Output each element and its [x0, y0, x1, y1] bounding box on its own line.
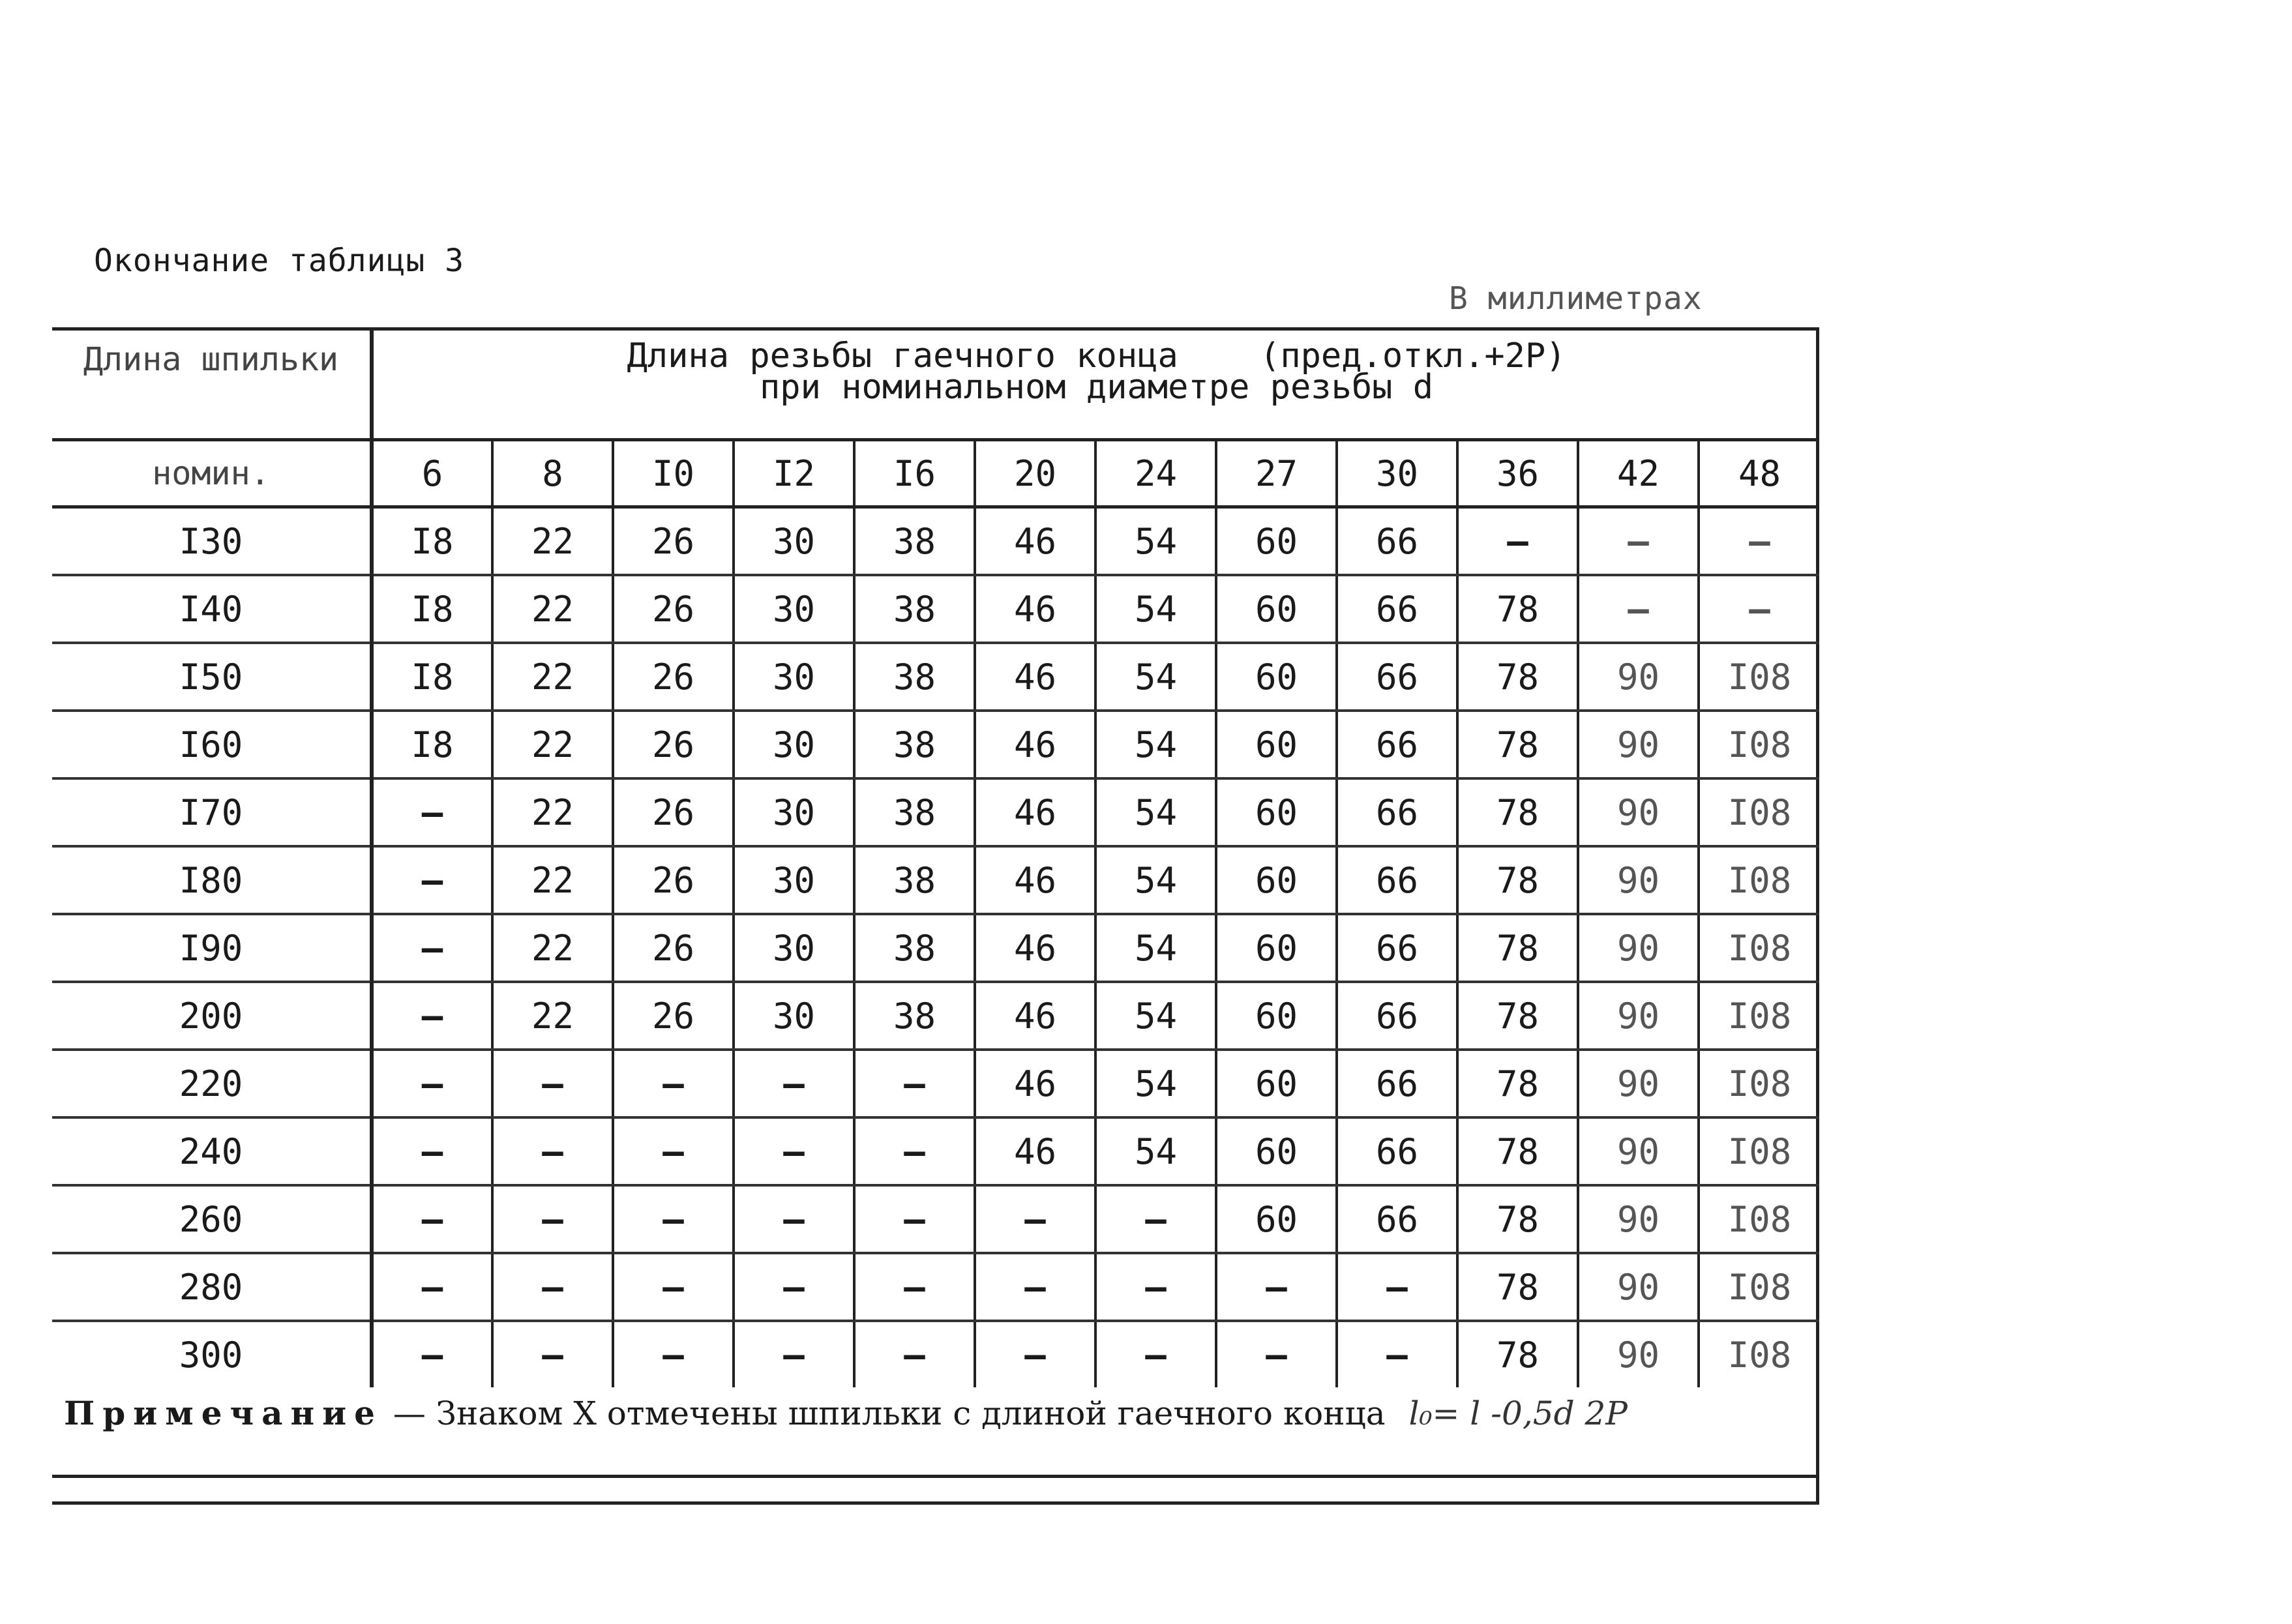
stud-length-cell: 300 [52, 1321, 372, 1387]
thread-length-cell: – [854, 1185, 975, 1253]
thread-length-cell: 30 [734, 846, 854, 914]
thread-length-cell: 66 [1337, 982, 1457, 1050]
thread-length-cell: 30 [734, 914, 854, 982]
thread-length-cell: 22 [492, 914, 613, 982]
thread-length-cell: 66 [1337, 575, 1457, 643]
thread-length-cell: – [613, 1253, 734, 1321]
thread-length-cell: 38 [854, 711, 975, 778]
table-row [52, 575, 1819, 643]
thread-length-cell: 60 [1216, 1185, 1337, 1253]
thread-length-cell: 22 [492, 778, 613, 846]
thread-length-cell: – [1699, 575, 1819, 643]
thread-length-cell: 60 [1216, 914, 1337, 982]
thread-length-cell: – [492, 1253, 613, 1321]
thread-length-cell: – [372, 982, 492, 1050]
note-lead: Примечание [64, 1394, 383, 1432]
thread-length-cell: – [734, 1185, 854, 1253]
header-diameter-5: 20 [975, 440, 1095, 507]
thread-length-cell: 54 [1095, 507, 1216, 576]
thread-length-cell: – [492, 1050, 613, 1117]
thread-length-cell: 26 [613, 711, 734, 778]
thread-length-cell: 90 [1578, 643, 1699, 711]
thread-length-cell: 26 [613, 643, 734, 711]
table-row [52, 1050, 1819, 1117]
note-text: — Знаком X отмечены шпильки с длиной гаечного конца [393, 1395, 1386, 1432]
thread-length-cell: 46 [975, 982, 1095, 1050]
thread-length-cell: – [492, 1185, 613, 1253]
thread-length-cell: 30 [734, 507, 854, 576]
thread-length-cell: 60 [1216, 575, 1337, 643]
header-diameter-7: 27 [1216, 440, 1337, 507]
header-diameter-2: I0 [613, 440, 734, 507]
header-thread-line-2: при номинальном диаметре резьбы d [759, 368, 1434, 407]
thread-length-cell: 60 [1216, 1117, 1337, 1185]
thread-length-cell: 90 [1578, 1253, 1699, 1321]
thread-length-cell: 22 [492, 575, 613, 643]
thread-length-cell: – [975, 1185, 1095, 1253]
thread-length-cell: 22 [492, 711, 613, 778]
header-thread-line-1: Длина резьбы гаечного конца (пред.откл.+2Р) [627, 336, 1566, 376]
thread-length-cell: 46 [975, 914, 1095, 982]
thread-length-cell: 78 [1457, 778, 1578, 846]
thread-length-cell: 46 [975, 778, 1095, 846]
thread-length-cell: 46 [975, 1117, 1095, 1185]
thread-length-cell: 78 [1457, 643, 1578, 711]
thread-length-cell: – [1337, 1321, 1457, 1387]
table-row [52, 778, 1819, 846]
thread-length-cell: – [372, 1253, 492, 1321]
header-row-2 [52, 440, 1819, 507]
header-row-1 [52, 327, 1819, 440]
thread-length-cell: 60 [1216, 711, 1337, 778]
thread-length-cell: 78 [1457, 846, 1578, 914]
thread-length-cell: 46 [975, 507, 1095, 576]
thread-length-cell: 38 [854, 778, 975, 846]
thread-length-cell: 46 [975, 846, 1095, 914]
thread-length-cell: – [1095, 1185, 1216, 1253]
bottom-rule [52, 1475, 1819, 1478]
thread-length-cell: 26 [613, 982, 734, 1050]
header-stud-length: Длина шпильки [52, 327, 372, 440]
thread-length-cell: 54 [1095, 1050, 1216, 1117]
thread-length-cell: – [975, 1321, 1095, 1387]
thread-length-cell: 38 [854, 507, 975, 576]
thread-length-cell: 78 [1457, 914, 1578, 982]
thread-length-cell: – [372, 1185, 492, 1253]
thread-length-cell: – [372, 846, 492, 914]
thread-length-cell: 90 [1578, 711, 1699, 778]
thread-length-cell: 54 [1095, 1117, 1216, 1185]
thread-length-cell: 60 [1216, 507, 1337, 576]
thread-length-cell: 78 [1457, 1321, 1578, 1387]
thread-length-cell: – [1337, 1253, 1457, 1321]
thread-length-cell: – [1578, 507, 1699, 576]
thread-length-cell: 46 [975, 643, 1095, 711]
units-label: В миллиметрах [1449, 280, 1703, 317]
thread-length-cell: 54 [1095, 982, 1216, 1050]
thread-length-cell: 78 [1457, 711, 1578, 778]
thread-length-cell: 54 [1095, 643, 1216, 711]
table-row [52, 1117, 1819, 1185]
thread-length-cell: – [1095, 1253, 1216, 1321]
table-row [52, 1321, 1819, 1387]
stud-length-cell: 220 [52, 1050, 372, 1117]
thread-length-cell: I08 [1699, 1117, 1819, 1185]
thread-length-cell: 54 [1095, 778, 1216, 846]
thread-length-cell: 30 [734, 982, 854, 1050]
note-formula: l₀= l -0,5d 2P [1408, 1395, 1628, 1432]
stud-length-cell: I30 [52, 507, 372, 576]
header-diameter-8: 30 [1337, 440, 1457, 507]
header-diameter-3: I2 [734, 440, 854, 507]
thread-length-cell: 26 [613, 914, 734, 982]
thread-length-cell: 54 [1095, 575, 1216, 643]
header-diameter-9: 36 [1457, 440, 1578, 507]
header-nominal: номин. [52, 440, 372, 507]
table-row [52, 711, 1819, 778]
thread-length-cell: – [1095, 1321, 1216, 1387]
thread-length-cell: I08 [1699, 1253, 1819, 1321]
stud-length-cell: I80 [52, 846, 372, 914]
thread-length-cell: 66 [1337, 1050, 1457, 1117]
stud-length-cell: I90 [52, 914, 372, 982]
thread-length-cell: 78 [1457, 1253, 1578, 1321]
thread-length-cell: 60 [1216, 643, 1337, 711]
thread-length-cell: – [372, 1117, 492, 1185]
thread-length-cell: – [734, 1253, 854, 1321]
thread-length-cell: – [1216, 1321, 1337, 1387]
stud-length-cell: 240 [52, 1117, 372, 1185]
header-diameter-1: 8 [492, 440, 613, 507]
thread-length-cell: I8 [372, 507, 492, 576]
thread-length-cell: 46 [975, 1050, 1095, 1117]
header-diameter-0: 6 [372, 440, 492, 507]
header-diameter-11: 48 [1699, 440, 1819, 507]
thread-length-cell: 38 [854, 846, 975, 914]
thread-length-cell: 90 [1578, 1117, 1699, 1185]
thread-length-cell: 60 [1216, 1050, 1337, 1117]
stud-length-cell: I60 [52, 711, 372, 778]
thread-length-cell: – [372, 1050, 492, 1117]
table-row [52, 914, 1819, 982]
thread-length-cell: – [372, 778, 492, 846]
thread-length-cell: I08 [1699, 643, 1819, 711]
thread-length-cell: 90 [1578, 846, 1699, 914]
thread-length-cell: – [854, 1117, 975, 1185]
thread-length-cell: 38 [854, 575, 975, 643]
stud-length-cell: 200 [52, 982, 372, 1050]
thread-length-cell: 78 [1457, 1050, 1578, 1117]
thread-length-cell: 30 [734, 778, 854, 846]
table-row [52, 982, 1819, 1050]
thread-length-cell: 26 [613, 575, 734, 643]
thread-length-cell: – [613, 1050, 734, 1117]
thread-length-cell: I08 [1699, 1185, 1819, 1253]
thread-length-cell: I08 [1699, 914, 1819, 982]
stud-length-cell: I70 [52, 778, 372, 846]
thread-length-cell: 66 [1337, 711, 1457, 778]
thread-length-cell: 22 [492, 507, 613, 576]
thread-length-cell: I08 [1699, 711, 1819, 778]
thread-length-cell: 78 [1457, 1117, 1578, 1185]
thread-length-cell: 90 [1578, 914, 1699, 982]
stud-length-cell: 260 [52, 1185, 372, 1253]
thread-length-cell: – [492, 1321, 613, 1387]
thread-length-cell: 54 [1095, 711, 1216, 778]
thread-length-cell: 38 [854, 982, 975, 1050]
thread-length-cell: I08 [1699, 982, 1819, 1050]
thread-length-cell: 90 [1578, 1185, 1699, 1253]
table-row [52, 643, 1819, 711]
thread-length-cell: 60 [1216, 778, 1337, 846]
thread-length-cell: 22 [492, 982, 613, 1050]
table-note [64, 1394, 1628, 1432]
thread-length-cell: – [975, 1253, 1095, 1321]
stud-length-cell: 280 [52, 1253, 372, 1321]
thread-length-cell: 30 [734, 575, 854, 643]
thread-length-cell: I8 [372, 643, 492, 711]
thread-length-cell: 78 [1457, 982, 1578, 1050]
thread-length-cell: 38 [854, 914, 975, 982]
thread-length-cell: 90 [1578, 778, 1699, 846]
thread-length-cell: – [613, 1117, 734, 1185]
table-caption: Окончание таблицы 3 [94, 243, 465, 279]
thread-length-cell: – [1699, 507, 1819, 576]
thread-length-cell: 26 [613, 507, 734, 576]
thread-length-cell: 54 [1095, 846, 1216, 914]
thread-length-cell: 38 [854, 643, 975, 711]
header-diameter-6: 24 [1095, 440, 1216, 507]
header-diameter-4: I6 [854, 440, 975, 507]
thread-length-cell: 66 [1337, 507, 1457, 576]
header-diameter-10: 42 [1578, 440, 1699, 507]
thread-length-cell: – [734, 1050, 854, 1117]
thread-length-cell: – [613, 1321, 734, 1387]
thread-length-cell: I08 [1699, 1050, 1819, 1117]
thread-length-cell: 46 [975, 711, 1095, 778]
thread-length-cell: 46 [975, 575, 1095, 643]
thread-length-cell: 90 [1578, 1321, 1699, 1387]
header-thread-length [372, 327, 1819, 440]
thread-length-cell: I8 [372, 711, 492, 778]
thread-length-cell: – [492, 1117, 613, 1185]
table-row [52, 1185, 1819, 1253]
thread-length-cell: 22 [492, 643, 613, 711]
thread-length-cell: 30 [734, 711, 854, 778]
stud-length-cell: I50 [52, 643, 372, 711]
thread-length-cell: 60 [1216, 982, 1337, 1050]
thread-length-cell: – [854, 1321, 975, 1387]
thread-length-cell: 78 [1457, 575, 1578, 643]
table-row [52, 507, 1819, 576]
thread-length-cell: – [734, 1117, 854, 1185]
thread-length-cell: – [1216, 1253, 1337, 1321]
thread-length-table [52, 327, 1819, 1387]
thread-length-cell: – [734, 1321, 854, 1387]
thread-length-cell: 90 [1578, 1050, 1699, 1117]
thread-length-cell: I8 [372, 575, 492, 643]
thread-length-cell: 90 [1578, 982, 1699, 1050]
thread-length-cell: 26 [613, 778, 734, 846]
thread-length-cell: 54 [1095, 914, 1216, 982]
thread-length-cell: 66 [1337, 1185, 1457, 1253]
thread-length-cell: – [1578, 575, 1699, 643]
thread-length-cell: I08 [1699, 846, 1819, 914]
thread-length-cell: I08 [1727, 1334, 1792, 1376]
thread-length-cell: 66 [1337, 643, 1457, 711]
thread-length-cell: 66 [1337, 778, 1457, 846]
thread-length-cell: – [1457, 507, 1578, 576]
thread-length-cell: 22 [492, 846, 613, 914]
stud-length-cell: I40 [52, 575, 372, 643]
thread-length-cell: 66 [1337, 914, 1457, 982]
table-row [52, 846, 1819, 914]
thread-length-cell: I08 [1699, 778, 1819, 846]
thread-length-cell: – [613, 1185, 734, 1253]
thread-length-cell: – [372, 914, 492, 982]
thread-length-cell: 66 [1337, 846, 1457, 914]
thread-length-cell: 66 [1337, 1117, 1457, 1185]
thread-length-cell: – [854, 1050, 975, 1117]
thread-length-cell: – [854, 1253, 975, 1321]
thread-length-cell: – [372, 1321, 492, 1387]
thread-length-cell: 26 [613, 846, 734, 914]
thread-length-cell: 60 [1216, 846, 1337, 914]
thread-length-cell: 78 [1457, 1185, 1578, 1253]
table-row [52, 1253, 1819, 1321]
thread-length-cell: 30 [734, 643, 854, 711]
